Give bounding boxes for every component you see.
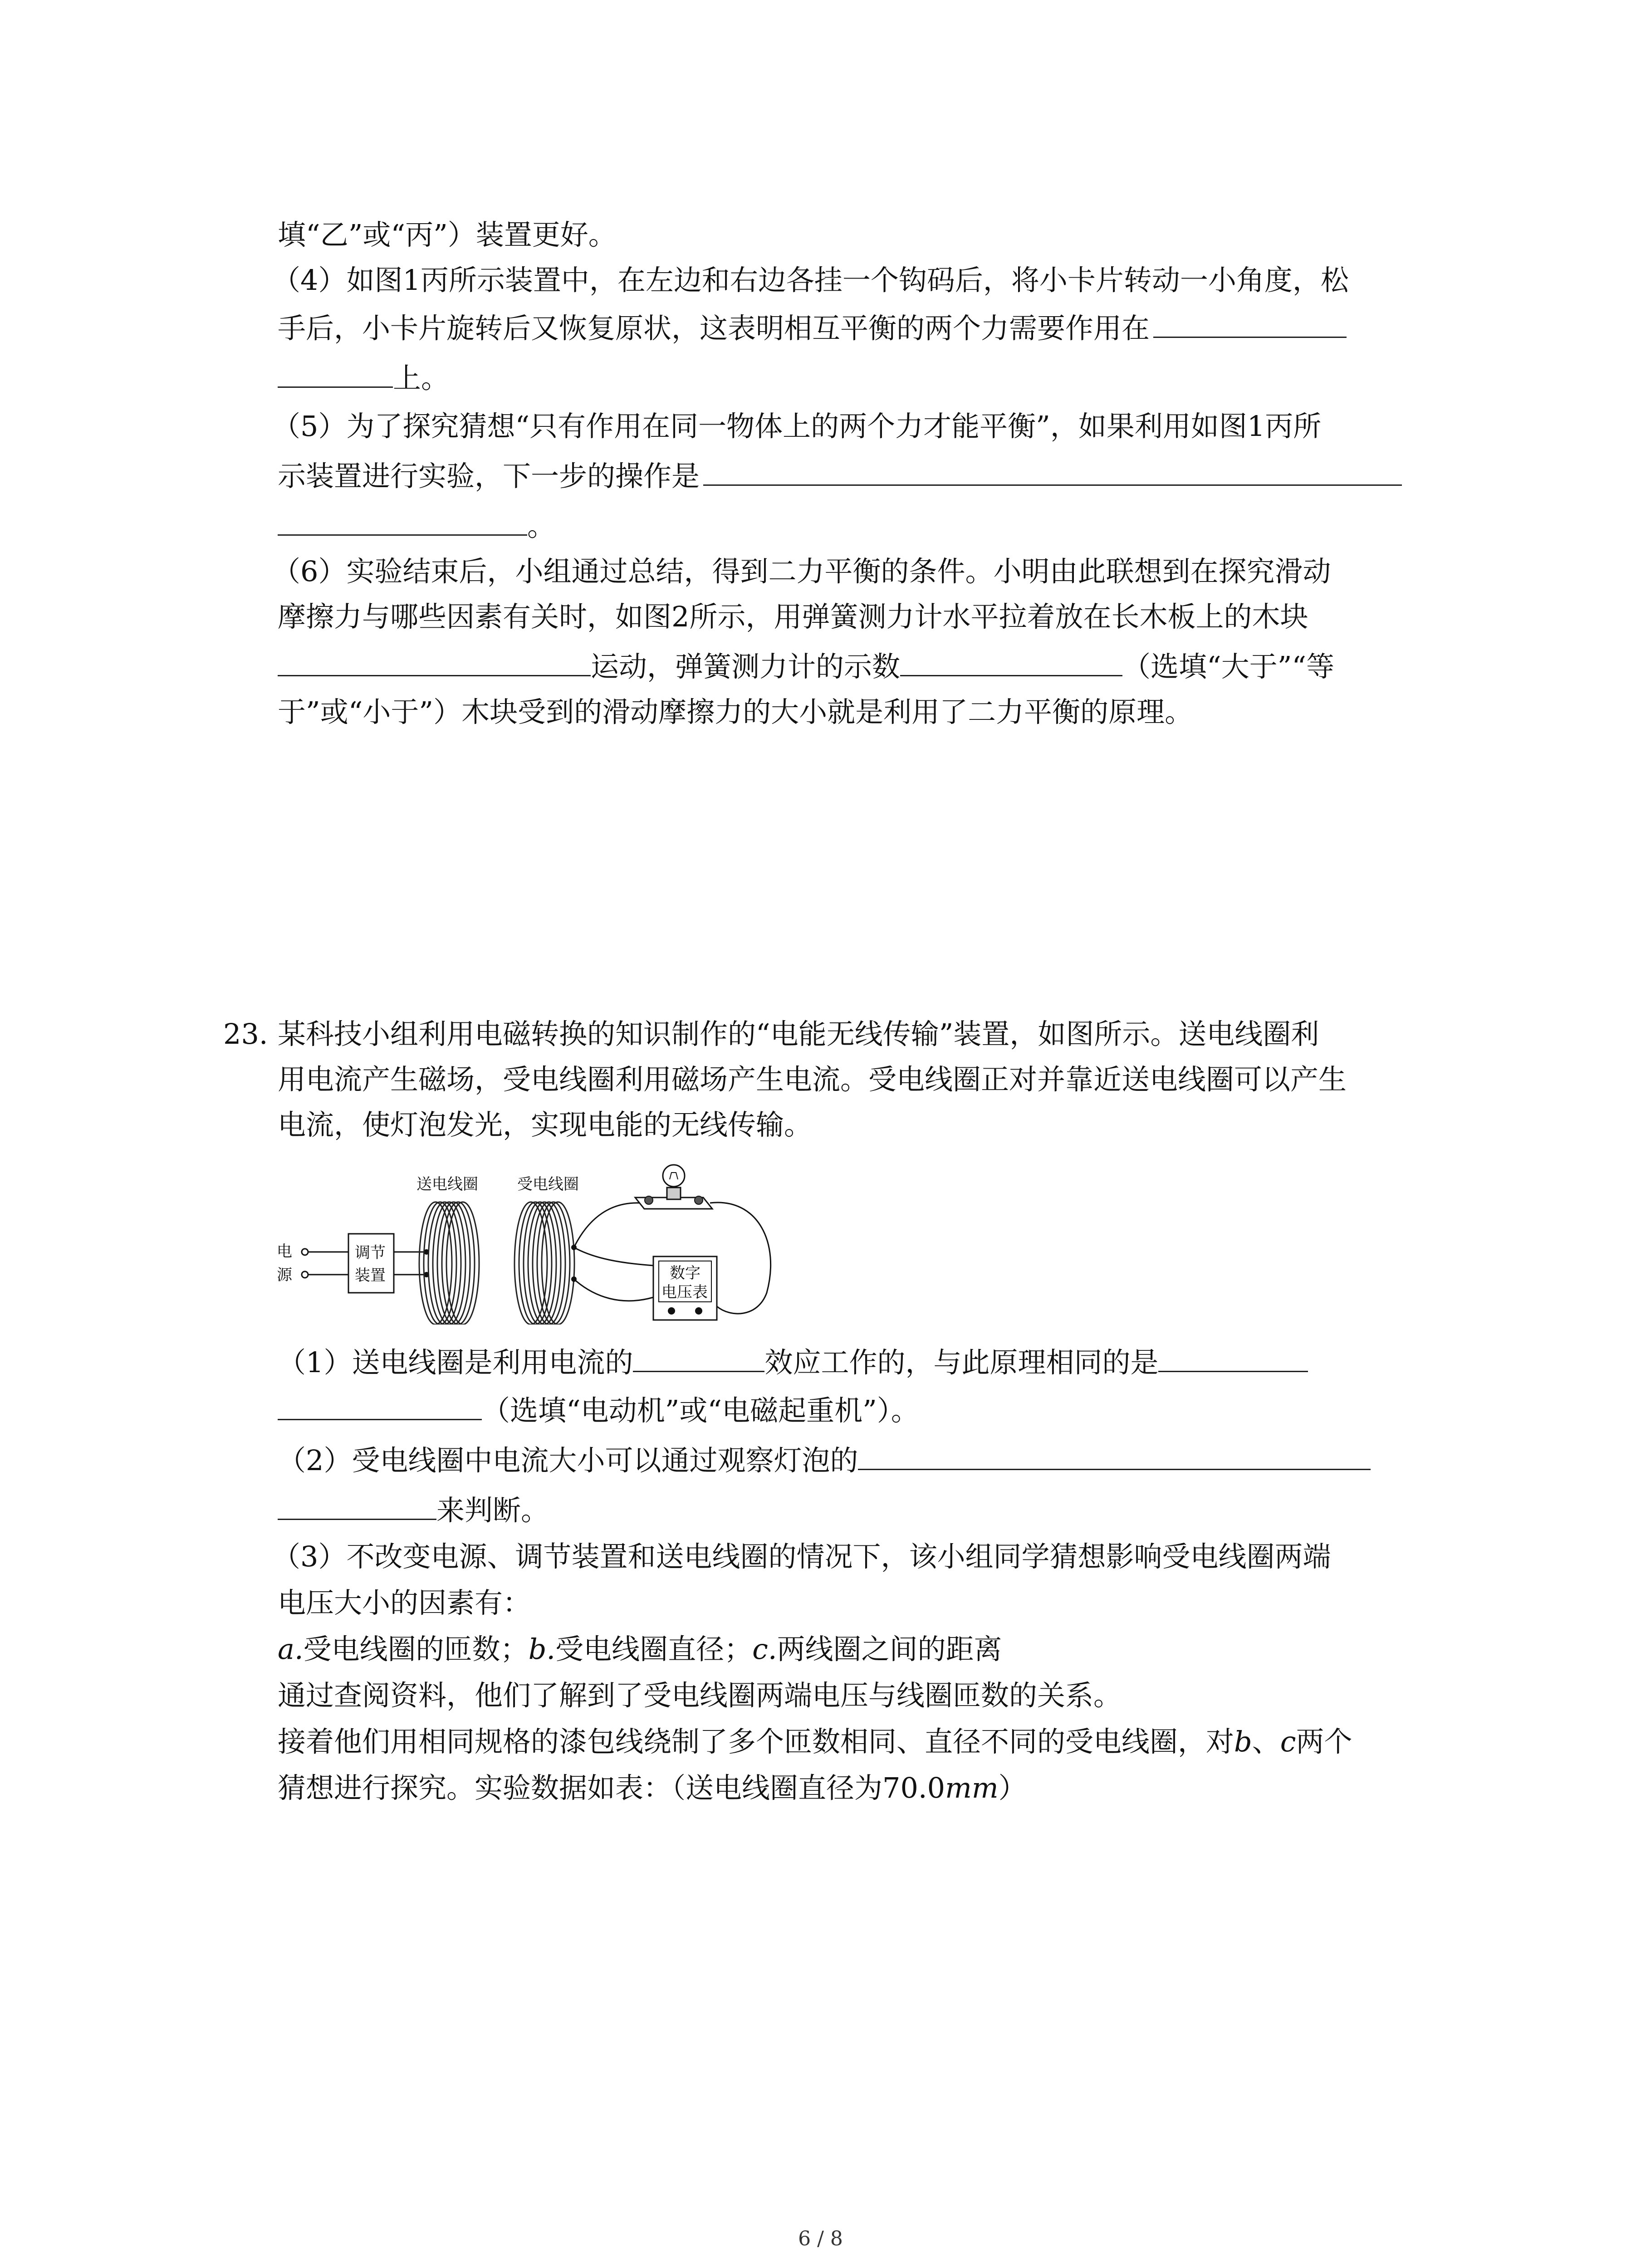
- text-line: [278, 1631, 1002, 1667]
- text-line: [278, 1391, 919, 1429]
- text-line: [278, 1061, 1347, 1098]
- question-number: 23.: [223, 1017, 268, 1051]
- power-terminal-icon: [302, 1249, 308, 1255]
- adjust-label-2: 装置: [355, 1266, 386, 1285]
- text-line: [278, 1107, 812, 1143]
- text-line: [278, 506, 555, 544]
- answer-blank[interactable]: [1158, 1343, 1308, 1372]
- line-text: 通过查阅资料，他们了解到了受电线圈两端电压与线圈匝数的关系。: [278, 1679, 1122, 1712]
- line-text: 两个: [1296, 1725, 1352, 1758]
- text-line: [278, 647, 1334, 685]
- adjust-label-1: 调节: [355, 1244, 386, 1262]
- text-line: [278, 1441, 1371, 1479]
- line-text: 示装置进行实验，下一步的操作是: [278, 459, 700, 493]
- line-text: 受电线圈的匝数；: [303, 1633, 529, 1666]
- wireless-power-diagram: [277, 1161, 785, 1325]
- line-text: 手后，小卡片旋转后又恢复原状，这表明相互平衡的两个力需要作用在: [278, 312, 1150, 345]
- text-line: [278, 456, 1402, 494]
- text-line: [278, 1677, 1122, 1714]
- send-coil-icon: [419, 1202, 479, 1325]
- text-line: [278, 1585, 531, 1621]
- text-line: [272, 262, 1349, 298]
- text-line: [272, 1539, 1331, 1575]
- line-text: 用电流产生磁场，受电线圈利用磁场产生电流。受电线圈正对并靠近送电线圈可以产生: [278, 1063, 1347, 1096]
- answer-blank[interactable]: [1153, 308, 1347, 338]
- line-text: c: [1280, 1725, 1296, 1758]
- line-text: （2）受电线圈中电流大小可以通过观察灯泡的: [278, 1444, 858, 1477]
- answer-blank[interactable]: [278, 1491, 436, 1520]
- line-text: 两线圈之间的距离: [777, 1633, 1002, 1666]
- line-text: （选填“电动机”或“电磁起重机”）。: [482, 1394, 919, 1427]
- answer-blank[interactable]: [278, 358, 393, 388]
- light-bulb-icon: [663, 1165, 685, 1187]
- line-text: 摩擦力与哪些因素有关时，如图2所示，用弹簧测力计水平拉着放在长木板上的木块: [278, 600, 1308, 633]
- text-line: [278, 694, 1193, 730]
- power-label-2: 源: [277, 1266, 292, 1284]
- line-text: 、: [1252, 1725, 1280, 1758]
- text-line: [272, 553, 1331, 590]
- answer-blank[interactable]: [278, 506, 527, 536]
- answer-blank[interactable]: [278, 647, 591, 676]
- recv-coil-icon: [514, 1202, 574, 1325]
- text-line: [278, 308, 1347, 347]
- answer-blank[interactable]: [703, 456, 1402, 486]
- line-text: a.: [278, 1633, 304, 1666]
- line-text: 电压大小的因素有：: [278, 1586, 531, 1619]
- line-text: 效应工作的，与此原理相同的是: [764, 1346, 1159, 1379]
- line-text: （6）实验结束后，小组通过总结，得到二力平衡的条件。小明由此联想到在探究滑动: [272, 555, 1331, 588]
- line-text: 猜想进行探究。实验数据如表：（送电线圈直径为70.0: [278, 1771, 945, 1804]
- line-text: 电流，使灯泡发光，实现电能的无线传输。: [278, 1108, 813, 1141]
- line-text: （5）为了探究猜想“只有作用在同一物体上的两个力才能平衡”，如果利用如图1丙所: [272, 410, 1322, 443]
- line-text: （1）送电线圈是利用电流的: [278, 1346, 633, 1379]
- send-coil-label: 送电线圈: [416, 1175, 478, 1193]
- line-text: ）: [998, 1771, 1027, 1804]
- text-line: [278, 1724, 1352, 1760]
- power-terminal-icon: [302, 1271, 308, 1278]
- line-text: 运动，弹簧测力计的示数: [591, 650, 901, 683]
- power-label-1: 电: [277, 1242, 292, 1261]
- answer-blank[interactable]: [858, 1441, 1371, 1470]
- line-text: 接着他们用相同规格的漆包线绕制了多个匝数相同、直径不同的受电线圈，对: [278, 1725, 1234, 1758]
- line-text: b.: [528, 1633, 556, 1666]
- line-text: b: [1234, 1725, 1252, 1758]
- text-line: [278, 358, 449, 396]
- answer-blank[interactable]: [900, 647, 1122, 676]
- line-text: 受电线圈直径；: [555, 1633, 753, 1666]
- text-line: [272, 408, 1321, 445]
- line-text: （3）不改变电源、调节装置和送电线圈的情况下，该小组同学猜想影响受电线圈两端: [272, 1540, 1331, 1573]
- text-line: [278, 599, 1308, 635]
- text-line: [278, 1016, 1319, 1052]
- meter-label-1: 数字: [670, 1264, 700, 1282]
- line-text: 上。: [393, 362, 450, 395]
- line-text: （4）如图1丙所示装置中，在左边和右边各挂一个钩码后，将小卡片转动一小角度，松: [272, 264, 1349, 297]
- meter-label-2: 电压表: [661, 1283, 708, 1301]
- line-text: 。: [527, 509, 556, 543]
- line-text: 于”或“小于”）木块受到的滑动摩擦力的大小就是利用了二力平衡的原理。: [278, 695, 1193, 728]
- text-line: [278, 1491, 549, 1529]
- line-text: 来判断。: [436, 1494, 549, 1527]
- line-text: （选填“大于”“等: [1122, 650, 1335, 683]
- text-line: [278, 217, 617, 253]
- text-line: [278, 1770, 1027, 1806]
- line-text: 填“乙”或“丙”）装置更好。: [278, 218, 617, 251]
- line-text: mm: [945, 1771, 999, 1804]
- page-number: 6 / 8: [798, 2227, 843, 2250]
- line-text: 某科技小组利用电磁转换的知识制作的“电能无线传输”装置，如图所示。送电线圈利: [278, 1017, 1319, 1051]
- answer-blank[interactable]: [278, 1391, 482, 1420]
- text-line: [278, 1343, 1308, 1381]
- line-text: c.: [752, 1633, 777, 1666]
- recv-coil-label: 受电线圈: [517, 1175, 579, 1193]
- answer-blank[interactable]: [633, 1343, 764, 1372]
